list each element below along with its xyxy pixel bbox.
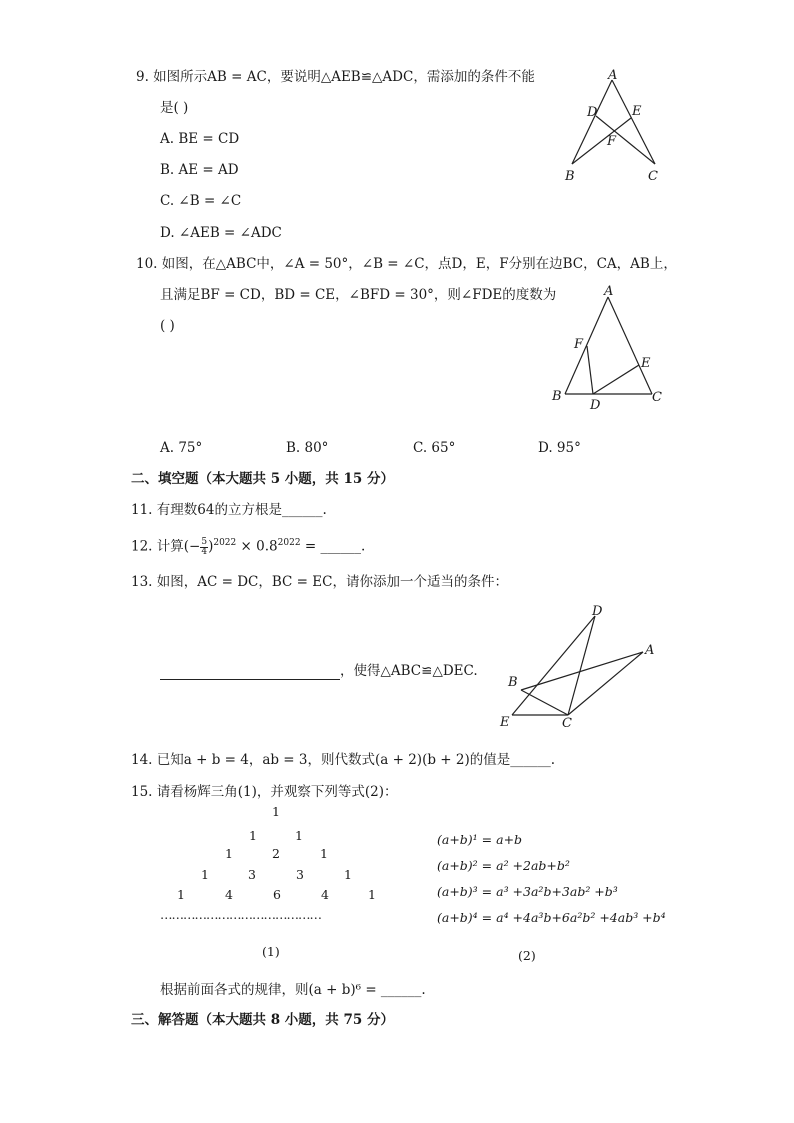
q10-option-a: A. 75° — [160, 440, 203, 456]
pascal-triangle: 1 1 1 1 2 1 1 3 3 1 1 4 6 4 1 …………………………………… (1) — [160, 804, 376, 959]
q13-label-e: E — [500, 715, 510, 730]
q13-answer-line: ，使得△ABC≌△DEC. — [160, 662, 478, 680]
q10-option-c: C. 65° — [413, 440, 456, 456]
q10-label-e: E — [641, 356, 651, 371]
q12: 12. 计算(− $\frac{5}{4}$ )$^{2022} \times 0.8^{2022}$ = ______. — [131, 536, 366, 557]
q10-label-b: B — [552, 389, 562, 404]
q9-option-a: A. BE = CD — [160, 131, 240, 147]
label-2: (2) — [518, 948, 536, 963]
q9-label-f: F — [607, 134, 617, 149]
q13-label-d: D — [592, 604, 603, 619]
q10-stem-line3: ( ) — [160, 318, 175, 334]
q9-label-d: D — [587, 105, 598, 120]
q10-stem-line1: 10. 如图，在△ABC中，∠A = 50°，∠B = ∠C，点D，E，F分别在边BC，CA，AB上， — [136, 256, 677, 272]
q9-option-c: C. ∠B = ∠C — [160, 193, 242, 209]
q9-figure — [560, 66, 670, 184]
section-2-heading: 二、填空题（本大题共 5 小题，共 15 分） — [131, 471, 394, 487]
q10-label-a: A — [604, 284, 614, 299]
equation-2: (a+b)² = a² +2ab+b² — [437, 858, 570, 873]
q12-fraction: $\frac{5}{4}$ — [201, 536, 208, 557]
equation-1: (a+b)¹ = a+b — [437, 832, 523, 847]
q9-label-a: A — [608, 68, 618, 83]
section-3-heading: 三、解答题（本大题共 8 小题，共 75 分） — [131, 1012, 394, 1028]
q9-label-b: B — [565, 169, 575, 184]
q13-stem: 13. 如图，AC = DC，BC = EC，请你添加一个适当的条件： — [131, 574, 508, 590]
q15-stem: 15. 请看杨辉三角(1)，并观察下列等式(2)： — [131, 784, 398, 800]
q10-stem-line2: 且满足BF = CD，BD = CE，∠BFD = 30°，则∠FDE的度数为 — [160, 287, 557, 303]
q9-option-b: B. AE = AD — [160, 162, 239, 178]
q10-figure — [548, 283, 668, 413]
q10-label-d: D — [590, 398, 601, 413]
q13-label-c: C — [562, 716, 572, 730]
q9-stem-line1: 9. 如图所示AB = AC，要说明△AEB≌△ADC，需添加的条件不能 — [136, 69, 535, 85]
q10-label-f: F — [574, 337, 584, 352]
q10-option-b: B. 80° — [286, 440, 329, 456]
q10-label-c: C — [652, 390, 662, 405]
q13-figure — [495, 604, 660, 730]
equation-3: (a+b)³ = a³ +3a²b+3ab² +b³ — [437, 884, 618, 899]
q14: 14. 已知a + b = 4，ab = 3，则代数式(a + 2)(b + 2)的值是______. — [131, 752, 556, 768]
q9-label-c: C — [648, 169, 658, 184]
q10-option-d: D. 95° — [538, 440, 581, 456]
q9-label-e: E — [632, 104, 642, 119]
q11: 11. 有理数64的立方根是______. — [131, 502, 327, 518]
q9-stem-line2: 是( ) — [160, 100, 189, 116]
q9-option-d: D. ∠AEB = ∠ADC — [160, 225, 282, 241]
equation-4: (a+b)⁴ = a⁴ +4a³b+6a²b² +4ab³ +b⁴ — [437, 910, 666, 925]
q13-blank[interactable] — [160, 665, 340, 680]
q13-label-a: A — [645, 643, 655, 658]
q15-conclusion: 根据前面各式的规律，则(a + b)⁶ = ______. — [160, 982, 426, 998]
q13-label-b: B — [508, 675, 518, 690]
